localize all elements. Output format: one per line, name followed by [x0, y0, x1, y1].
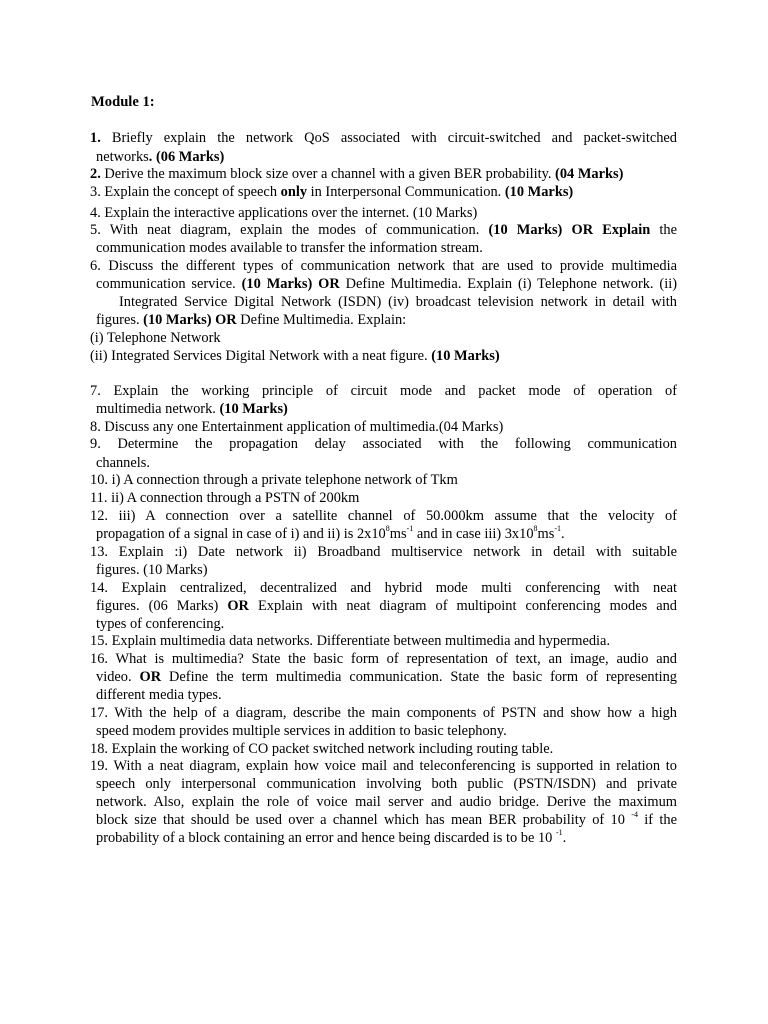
question-line: [90, 436, 677, 454]
question-line: [96, 312, 406, 330]
text-segment: (10 Marks): [504, 184, 574, 200]
text-segment: With neat diagram, explain the modes of communication.: [100, 222, 489, 238]
question-line: [96, 830, 566, 848]
text-segment: ms: [537, 526, 555, 542]
text-segment: 5.: [90, 222, 101, 238]
question-line: [96, 240, 483, 258]
text-segment: Explain the interactive applications over the internet.: [100, 205, 413, 221]
question-line: [90, 205, 477, 223]
question-line: [90, 383, 677, 401]
text-segment: 2.: [90, 166, 101, 182]
text-segment: 19.: [90, 758, 108, 774]
question-line: [90, 580, 677, 598]
text-segment: 15.: [90, 633, 108, 649]
text-segment: Explain the working of CO packet switched network including routing table.: [108, 741, 554, 757]
text-segment: Explain :i) Date network ii) Broadband multiservice network in detail with suitable: [108, 544, 677, 560]
text-segment: (ii) Integrated Services Digital Network with a neat figure.: [90, 348, 432, 364]
text-segment: 4.: [90, 205, 101, 221]
text-segment: iii) A connection over a satellite channel of 50.000km assume that the velocity of: [108, 508, 677, 524]
text-segment: 9.: [90, 436, 101, 452]
text-segment: Explain with neat diagram of multipoint conferencing modes and: [248, 598, 677, 614]
question-line: [90, 166, 623, 184]
text-segment: Explain the concept of speech: [100, 184, 281, 200]
question-line: [96, 616, 224, 634]
text-segment: multimedia network.: [96, 401, 220, 417]
text-segment: Define the term multimedia communication. State the basic form of representing: [161, 669, 677, 685]
question-line: [90, 651, 677, 669]
text-segment: Determine the propagation delay associated with the following communication: [100, 436, 677, 452]
text-segment: 18.: [90, 741, 108, 757]
question-line: [90, 544, 677, 562]
question-line: [90, 222, 677, 240]
question-line: [119, 294, 677, 312]
question-line: [96, 562, 208, 580]
text-segment: .: [562, 830, 567, 846]
text-segment: network. Also, explain the role of voice mail server and audio bridge. Derive the maximum: [96, 794, 677, 810]
text-segment: Explain centralized, decentralized and hybrid mode multi conferencing with neat: [108, 580, 677, 596]
text-segment: (10 Marks): [412, 205, 478, 221]
text-segment: . (06 Marks): [148, 149, 225, 165]
text-segment: networks: [96, 149, 149, 165]
text-segment: With the help of a diagram, describe the main components of PSTN and show how a high: [108, 705, 677, 721]
question-line: [96, 723, 507, 741]
text-segment: ii) A connection through a PSTN of 200km: [107, 490, 360, 506]
text-segment: Integrated Service Digital Network (ISDN) (iv) broadcast television network in detail with: [119, 294, 677, 310]
module-heading: Module 1:: [91, 94, 155, 110]
text-segment: (10 Marks) OR Explain: [488, 222, 651, 238]
superscript: -1: [554, 524, 561, 533]
text-segment: types of conferencing.: [96, 616, 225, 632]
text-segment: block size that should be used over a channel which has mean BER probability of 10: [96, 812, 632, 828]
text-segment: 12.: [90, 508, 108, 524]
text-segment: Discuss the different types of communication network that are used to provide multimedia: [100, 258, 677, 274]
question-line: [96, 812, 677, 830]
text-segment: video.: [96, 669, 140, 685]
question-line: [96, 669, 677, 687]
text-segment: (i) Telephone Network: [90, 330, 221, 346]
text-segment: the: [650, 222, 677, 238]
text-segment: Discuss any one Entertainment application of multimedia.(04 Marks): [100, 419, 504, 435]
text-segment: 10.: [90, 472, 108, 488]
text-segment: OR: [227, 598, 249, 614]
text-segment: 16.: [90, 651, 108, 667]
question-line: [90, 130, 677, 148]
text-segment: What is multimedia? State the basic form of representation of text, an image, audio and: [108, 651, 677, 667]
text-segment: Explain the working principle of circuit mode and packet mode of operation of: [100, 383, 677, 399]
question-line: [96, 687, 222, 705]
text-segment: speech only interpersonal communication involving both public (PSTN/ISDN) and private: [96, 776, 677, 792]
text-segment: if the: [637, 812, 677, 828]
text-segment: 8.: [90, 419, 101, 435]
question-line: [96, 526, 565, 544]
text-segment: communication service.: [96, 276, 242, 292]
question-line: [90, 258, 677, 276]
text-segment: 17.: [90, 705, 108, 721]
text-segment: different media types.: [96, 687, 222, 703]
text-segment: .: [560, 526, 565, 542]
text-segment: 11.: [90, 490, 108, 506]
text-segment: 1.: [90, 130, 101, 146]
text-segment: propagation of a signal in case of i) and ii) is 2x10: [96, 526, 386, 542]
text-segment: Define Multimedia. Explain (i) Telephone network. (ii): [339, 276, 677, 292]
text-segment: communication modes available to transfer the information stream.: [96, 240, 483, 256]
question-line: [90, 758, 677, 776]
question-line: [90, 348, 500, 366]
text-segment: (10 Marks) OR: [143, 312, 237, 328]
text-segment: (10 Marks) OR: [241, 276, 340, 292]
question-line: [96, 401, 288, 419]
text-segment: and in case iii) 3x10: [413, 526, 534, 542]
question-line: [96, 776, 677, 794]
question-line: [90, 490, 359, 508]
text-segment: 6.: [90, 258, 101, 274]
superscript: 8: [533, 524, 538, 533]
text-segment: only: [280, 184, 308, 200]
text-segment: probability of a block containing an error and hence being discarded is to be 10: [96, 830, 556, 846]
text-segment: in Interpersonal Communication.: [307, 184, 505, 200]
text-segment: 13.: [90, 544, 108, 560]
text-segment: Derive the maximum block size over a channel with a given BER probability.: [100, 166, 556, 182]
text-segment: Explain multimedia data networks. Differentiate between multimedia and hypermedia.: [108, 633, 611, 649]
question-line: [90, 330, 221, 348]
question-line: [90, 741, 553, 759]
question-line: [96, 455, 150, 473]
question-line: [96, 149, 224, 167]
text-segment: ms: [389, 526, 407, 542]
question-line: [90, 633, 610, 651]
question-line: [96, 794, 677, 812]
question-line: [90, 184, 573, 202]
text-segment: figures. (10 Marks): [96, 562, 208, 578]
text-segment: channels.: [96, 455, 150, 471]
text-segment: figures. (06 Marks): [96, 598, 228, 614]
text-segment: OR: [139, 669, 162, 685]
text-segment: 7.: [90, 383, 101, 399]
question-line: [96, 598, 677, 616]
superscript: -1: [406, 524, 414, 533]
text-segment: (04 Marks): [555, 166, 624, 182]
text-segment: Briefly explain the network QoS associated with circuit-switched and packet-switched: [100, 130, 677, 146]
text-segment: speed modem provides multiple services in addition to basic telephony.: [96, 723, 507, 739]
text-segment: With a neat diagram, explain how voice mail and teleconferencing is supported in relation to: [108, 758, 677, 774]
question-line: [96, 276, 677, 294]
question-line: [90, 508, 677, 526]
question-line: [90, 472, 458, 490]
text-segment: 14.: [90, 580, 108, 596]
text-segment: (10 Marks): [219, 401, 288, 417]
text-segment: 3.: [90, 184, 101, 200]
text-segment: Define Multimedia. Explain:: [236, 312, 407, 328]
superscript: -1: [555, 828, 563, 837]
text-segment: (10 Marks): [431, 348, 500, 364]
text-segment: figures.: [96, 312, 144, 328]
superscript: 8: [385, 524, 390, 533]
text-segment: i) A connection through a private telephone network of Tkm: [108, 472, 458, 488]
question-line: [90, 705, 677, 723]
question-line: [90, 419, 503, 437]
superscript: -4: [631, 810, 638, 819]
